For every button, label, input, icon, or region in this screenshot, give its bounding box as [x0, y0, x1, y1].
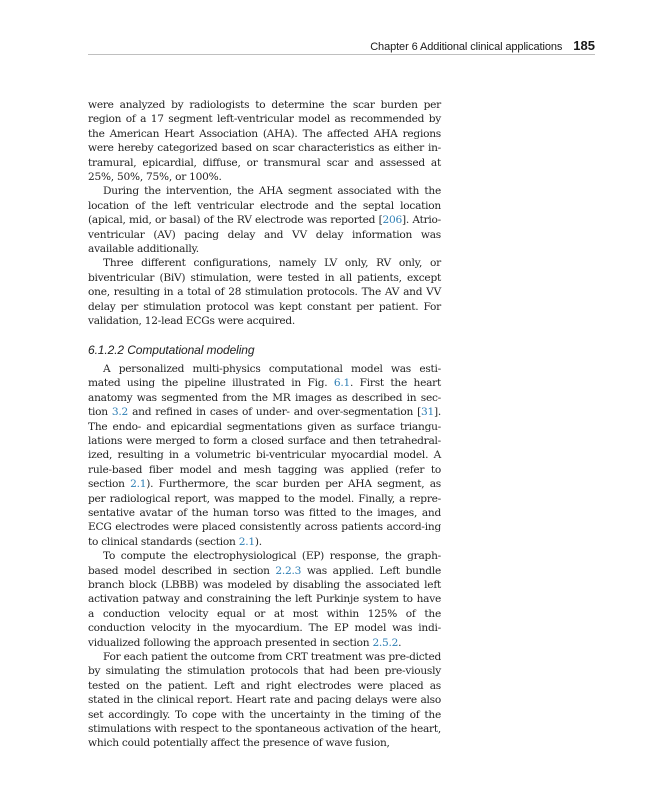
section-heading: 6.1.2.2 Computational modeling [88, 342, 255, 357]
paragraph [88, 98, 441, 184]
chapter-label: Chapter 6 Additional clinical applications [370, 41, 563, 53]
paragraph [88, 256, 441, 328]
paragraph [88, 362, 441, 549]
reference-link[interactable]: 2.2.3 [275, 564, 302, 577]
reference-link[interactable]: 2.1 [238, 535, 255, 548]
paragraph-text: ). Furthermore, the scar burden per AHA segment, as per radiological report, was mapped to the model. Finally, a repre-sentative avatar of the human torso was fitted to the images, and ECG electrodes were placed consistently across patients accord-ing to clinical standards (section [88, 478, 441, 548]
paragraph-text: During the intervention, the AHA segment associated with the location of the left ventricular electrode and the septal location (apical, mid, or basal) of the RV electrode was reported [ [88, 185, 441, 227]
header-rule [88, 54, 595, 55]
running-header [88, 38, 595, 53]
paragraph-text: ]. The endo- and epicardial segmentations given as surface triangu-lations were merged to form a closed surface and then tetrahedral-ized, resulting in a volumetric bi-ventricular myocardial model. A rule-based fiber model and mesh tagging was applied (refer to section [88, 406, 442, 491]
paragraph [88, 549, 441, 650]
paragraph-text: . First the heart anatomy was segmented from the MR images as described in sec-tion [88, 377, 441, 419]
paragraph-text: For each patient the outcome from CRT treatment was pre-dicted by simulating the stimulation protocols that had been pre-viously tested on the patient. Left and right electrodes were placed as stated in the clinical report. Heart rate and pacing delays were also set accordingly. To cope with the uncertainty in the timing of the stimulations with respect to the spontaneous activation of the heart, which could potentially affect the presence of wave fusion, [88, 651, 441, 750]
paragraph-text: A personalized multi-physics computational model was esti-mated using the pipeline illustrated in Fig. [88, 362, 441, 390]
reference-link[interactable]: 2.1 [130, 478, 147, 491]
paragraph-text: ]. Atrio-ventricular (AV) pacing delay and VV delay information was available additionally. [88, 214, 441, 256]
reference-link[interactable]: 206 [382, 214, 402, 227]
page-number: 185 [573, 38, 595, 53]
paragraph-text: To compute the electrophysiological (EP) response, the graph-based model described in section [88, 550, 441, 577]
paragraph-text: Three different configurations, namely LV only, RV only, or biventricular (BiV) stimulation, were tested in all patients, except one, resulting in a total of 28 stimulation protocols. The AV and VV delay per stimulation protocol was kept constant per patient. For validation, 12-lead ECGs were acquired. [88, 257, 441, 328]
paragraph-text: and refined in cases of under- and over-segmentation [ [128, 406, 422, 419]
paragraph-text: . [398, 636, 402, 649]
paragraph [88, 650, 441, 751]
reference-link[interactable]: 6.1 [333, 377, 351, 390]
paragraph-text: ). [254, 535, 262, 548]
paragraph [88, 184, 441, 256]
body-text [88, 98, 441, 751]
paragraph-text: were analyzed by radiologists to determine the scar burden per region of a 17 segment left-ventricular model as recommended by the American Heart Association (AHA). The affected AHA regions were hereby categorized based on scar characteristics as either in-tramural, epicardial, diffuse, or transmural scar and assessed at 25%, 50%, 75%, or 100%. [88, 99, 441, 184]
reference-link[interactable]: 31 [421, 406, 434, 419]
paragraph-text: was applied. Left bundle branch block (LBBB) was modeled by disabling the associated left activation patway and constraining the left Purkinje system to have a conduction velocity equal or at most within 125% of the conduction velocity in the myocardium. The EP model was indi-vidualized following the approach presented in section [88, 564, 441, 649]
reference-link[interactable]: 2.5.2 [372, 636, 399, 649]
reference-link[interactable]: 3.2 [111, 406, 129, 419]
